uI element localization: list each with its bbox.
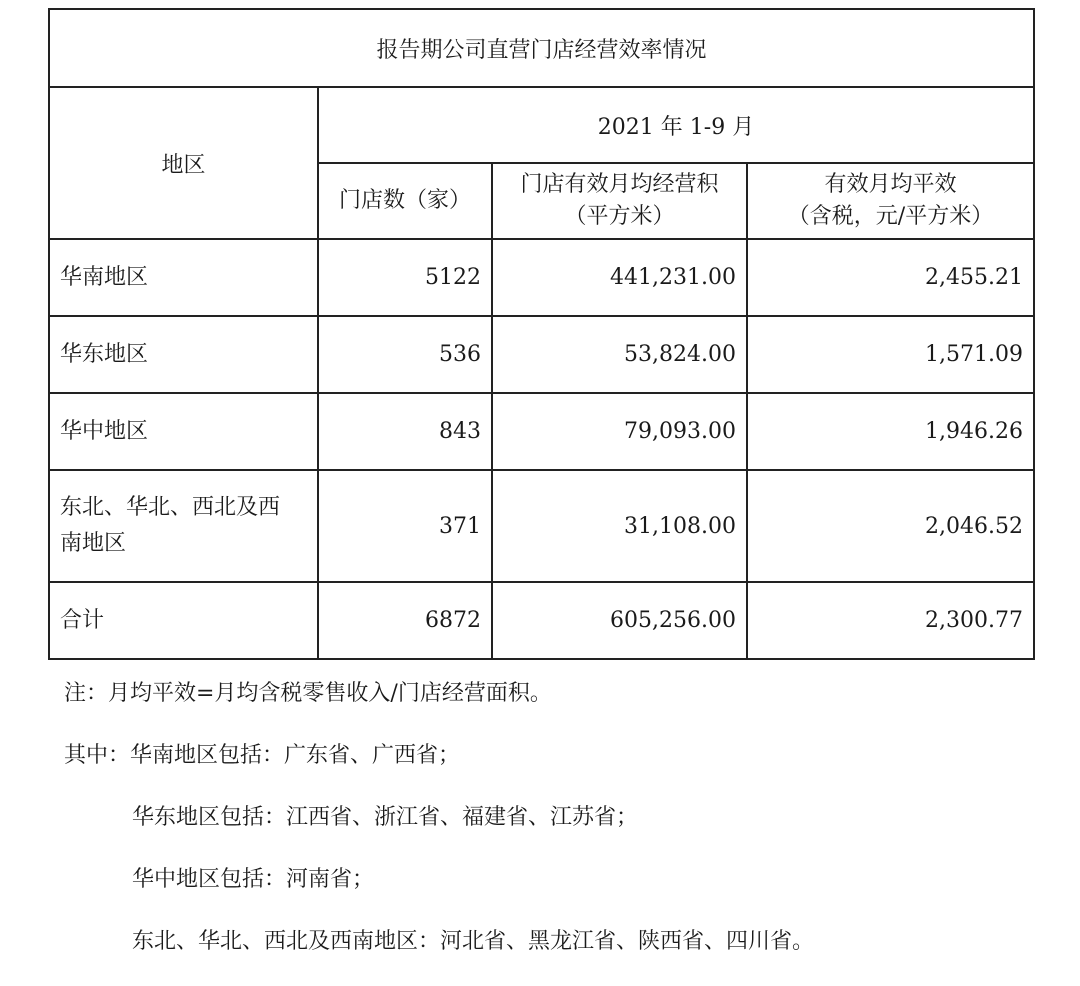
note-definition: 注：月均平效=月均含税零售收入/门店经营面积。 (64, 681, 552, 706)
store-count-header: 门店数（家） (318, 163, 492, 239)
sales-efficiency-cell: 2,300.77 (747, 582, 1034, 659)
sales-efficiency-cell: 2,455.21 (747, 239, 1034, 316)
store-count-cell: 843 (318, 393, 492, 470)
operating-area-header-line-2: （平方米） (564, 204, 675, 229)
region-cell-line-2: 南地区 (60, 531, 127, 556)
region-cell: 华东地区 (49, 316, 318, 393)
table-title: 报告期公司直营门店经营效率情况 (49, 9, 1034, 87)
period-header: 2021 年 1-9 月 (318, 87, 1034, 163)
note-south-china: 其中：华南地区包括：广东省、广西省； (64, 743, 461, 768)
operating-area-cell: 31,108.00 (492, 470, 747, 582)
store-efficiency-table (48, 8, 1035, 660)
sales-efficiency-header (747, 163, 1034, 239)
notes-section (64, 676, 1044, 986)
operating-area-header-line-1: 门店有效月均经营积 (520, 172, 719, 197)
operating-area-header (492, 163, 747, 239)
table-row-south-china (49, 239, 1034, 316)
table-row-other-regions (49, 470, 1034, 582)
table-row-central-china (49, 393, 1034, 470)
region-cell: 华南地区 (49, 239, 318, 316)
region-cell-line-1: 东北、华北、西北及西 (60, 495, 281, 520)
table-row-east-china (49, 316, 1034, 393)
sales-efficiency-cell: 2,046.52 (747, 470, 1034, 582)
region-cell: 合计 (49, 582, 318, 659)
operating-area-cell: 79,093.00 (492, 393, 747, 470)
sales-efficiency-header-line-2: （含税，元/平方米） (787, 204, 994, 229)
operating-area-cell: 441,231.00 (492, 239, 747, 316)
operating-area-cell: 605,256.00 (492, 582, 747, 659)
sales-efficiency-cell: 1,571.09 (747, 316, 1034, 393)
sales-efficiency-cell: 1,946.26 (747, 393, 1034, 470)
store-count-cell: 5122 (318, 239, 492, 316)
store-count-cell: 371 (318, 470, 492, 582)
region-cell: 华中地区 (49, 393, 318, 470)
operating-area-cell: 53,824.00 (492, 316, 747, 393)
store-count-cell: 536 (318, 316, 492, 393)
region-cell (49, 470, 318, 582)
region-column-header: 地区 (49, 87, 318, 239)
note-east-china: 华东地区包括：江西省、浙江省、福建省、江苏省； (132, 805, 639, 830)
table-row-total (49, 582, 1034, 659)
note-other-regions: 东北、华北、西北及西南地区：河北省、黑龙江省、陕西省、四川省。 (132, 929, 815, 954)
note-central-china: 华中地区包括：河南省； (132, 867, 375, 892)
store-count-cell: 6872 (318, 582, 492, 659)
sales-efficiency-header-line-1: 有效月均平效 (824, 172, 957, 197)
